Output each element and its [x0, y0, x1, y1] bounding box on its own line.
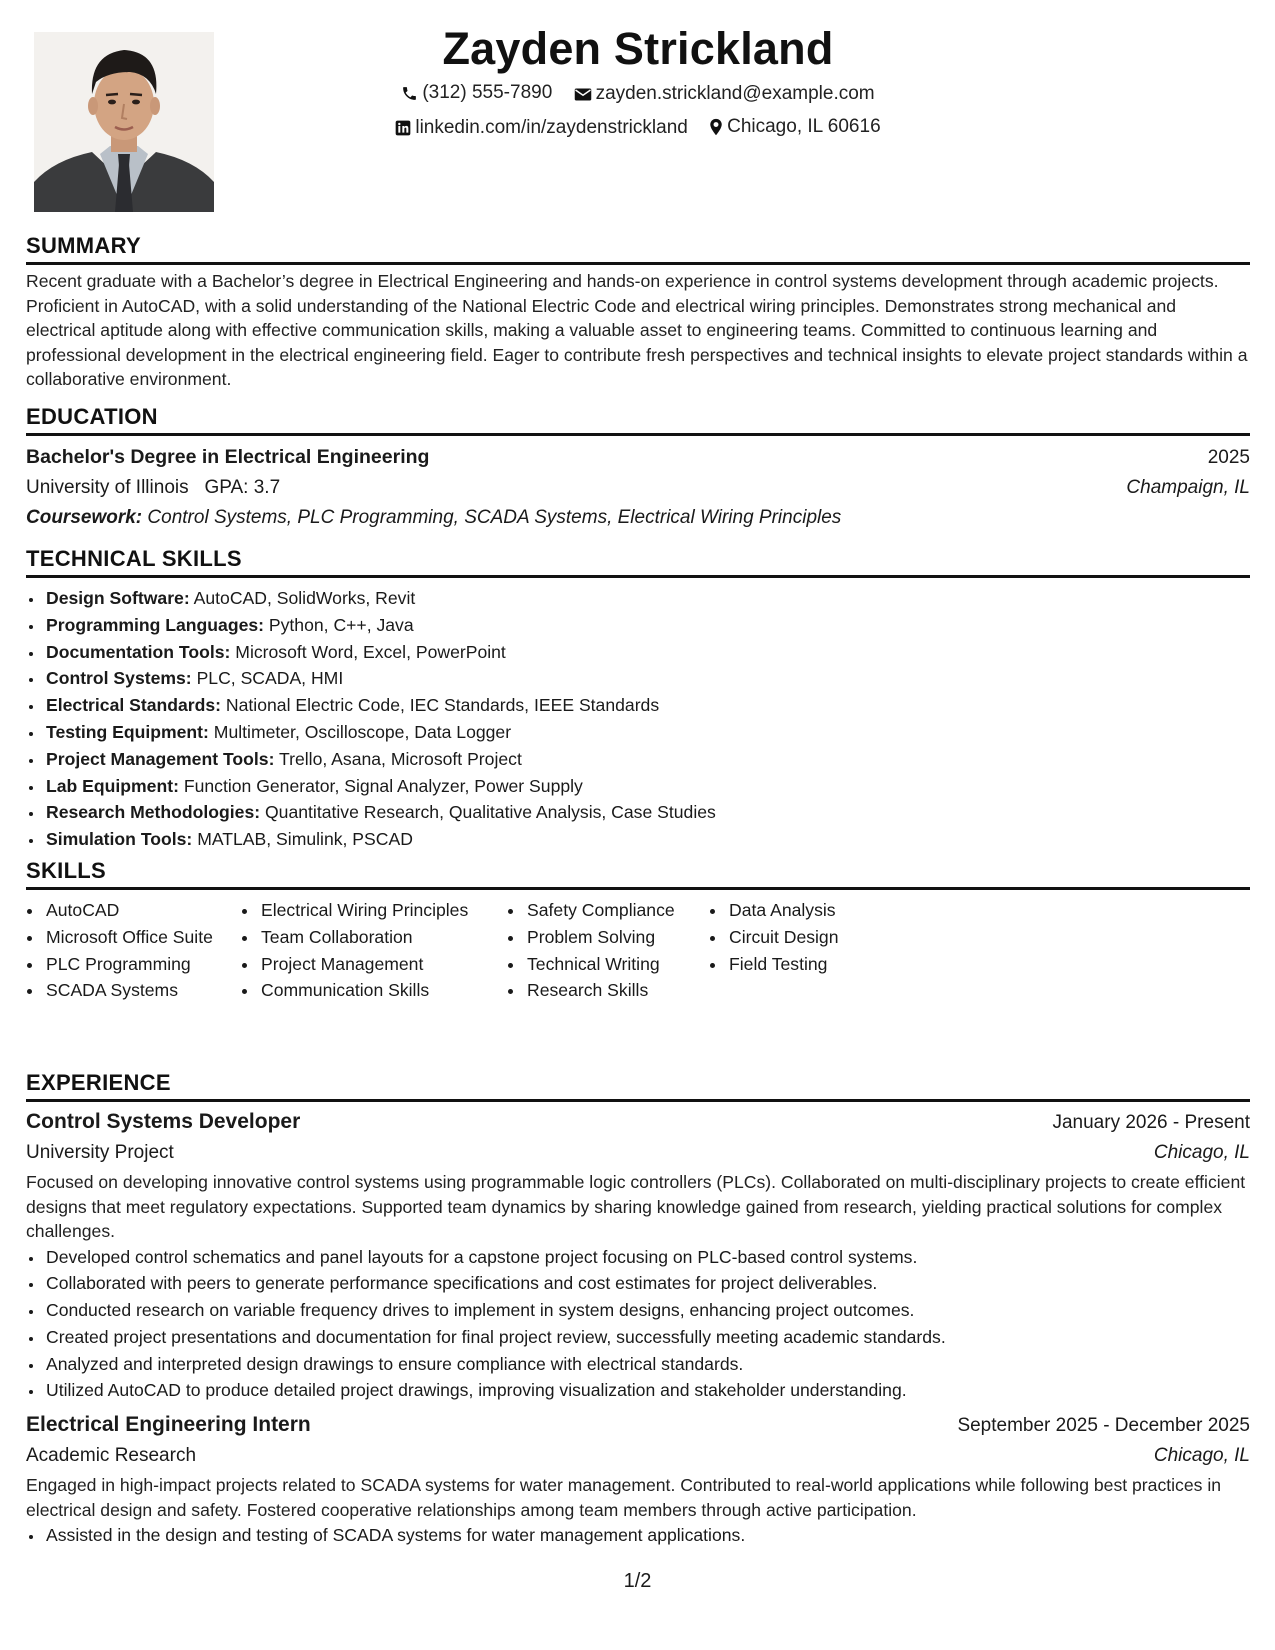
list-item: • Developed control schematics and panel layouts for a capstone project focusing on PLC-based control systems.: [44, 1244, 1250, 1271]
email-contact[interactable]: [574, 82, 875, 106]
linkedin-icon: [395, 120, 411, 136]
job-dates: September 2025 - December 2025: [957, 1415, 1250, 1437]
graduation-year: 2025: [1207, 447, 1250, 468]
education-degree-row: [26, 442, 1250, 473]
list-item: • Safety Compliance: [525, 897, 709, 924]
job-org-row: [26, 1441, 1250, 1471]
list-item: • Field Testing: [727, 951, 927, 978]
skill-category: Electrical Standards:: [46, 695, 222, 716]
skill-category: Simulation Tools:: [46, 829, 193, 850]
skill-values: Quantitative Research, Qualitative Analysis, Case Studies: [265, 802, 716, 823]
skill-category: Project Management Tools:: [46, 748, 275, 769]
education-heading: EDUCATION: [26, 403, 1250, 436]
list-item: • AutoCAD: [44, 897, 241, 924]
education-section: [26, 403, 1250, 533]
job-bullets: [26, 1244, 1250, 1405]
gpa: GPA: 3.7: [204, 477, 281, 498]
job-organization: Academic Research: [26, 1445, 197, 1467]
job-description: Focused on developing innovative control systems using programmable logic controllers (PLCs). Collaborated on multi-disciplinary projects to create efficient designs that meet regulatory expectations. Supported team dynamics by sharing knowledge gained from research, yielding practical solutions for complex challenges.: [26, 1172, 1246, 1241]
skill-category: Programming Languages:: [46, 614, 264, 635]
list-item: • SCADA Systems: [44, 977, 241, 1004]
job-organization: University Project: [26, 1142, 174, 1163]
skills-section: [26, 857, 1250, 1004]
list-item: • Circuit Design: [727, 924, 927, 951]
skills-column-1: [26, 897, 241, 1004]
resume-header: [26, 22, 1250, 143]
job-entry-2: [26, 1410, 1250, 1549]
skill-category: Documentation Tools:: [46, 641, 231, 662]
list-item: [44, 799, 1250, 826]
skills-column-3: [507, 897, 709, 1004]
list-item: • Problem Solving: [525, 924, 709, 951]
email-address[interactable]: zayden.strickland@example.com: [595, 83, 875, 104]
phone-contact: [401, 81, 552, 105]
skill-values: Multimeter, Oscilloscope, Data Logger: [213, 721, 512, 742]
skill-values: PLC, SCADA, HMI: [196, 668, 344, 689]
skill-values: Function Generator, Signal Analyzer, Power Supply: [183, 775, 583, 796]
coursework-line: [26, 503, 1250, 533]
list-item: • Project Management: [259, 951, 507, 978]
phone-number: (312) 555-7890: [422, 82, 553, 103]
skills-columns: [26, 897, 1250, 1004]
phone-icon: [401, 85, 418, 102]
experience-heading: EXPERIENCE: [26, 1069, 1250, 1102]
coursework-list: Control Systems, PLC Programming, SCADA Systems, Electrical Wiring Principles: [147, 507, 842, 528]
summary-heading: SUMMARY: [26, 232, 1250, 265]
education-school-row: [26, 473, 1250, 503]
job-description: Engaged in high-impact projects related to SCADA systems for water management. Contributed to real-world applications while following best practices in electrical design and safety. Fostered cooperative relationships among team members through active participation.: [26, 1475, 1222, 1520]
job-title: Electrical Engineering Intern: [26, 1413, 311, 1437]
page-number: 1/2: [623, 1570, 652, 1592]
summary-section: [26, 232, 1250, 392]
job-location: Chicago, IL: [1153, 1445, 1250, 1467]
experience-section: [26, 1069, 1250, 1549]
list-item: • Microsoft Office Suite: [44, 924, 241, 951]
list-item: [44, 826, 1250, 853]
skill-values: Trello, Asana, Microsoft Project: [279, 748, 522, 769]
skills-column-4: [709, 897, 927, 1004]
list-item: • Conducted research on variable frequency drives to implement in system designs, enhancing project outcomes.: [44, 1297, 1250, 1324]
skill-values: Microsoft Word, Excel, PowerPoint: [235, 641, 506, 662]
list-item: [44, 746, 1250, 773]
list-item: [44, 719, 1250, 746]
skill-category: Design Software:: [46, 588, 190, 608]
list-item: [44, 612, 1250, 639]
technical-skills-section: [26, 545, 1250, 853]
list-item: [44, 639, 1250, 666]
skill-category: Research Methodologies:: [46, 802, 261, 823]
summary-text: Recent graduate with a Bachelor’s degree in Electrical Engineering and hands-on experience in control systems development through academic projects. Proficient in AutoCAD, with a solid understanding of the National Electric Code and electrical wiring principles. Demonstrates strong mechanical and electrical aptitude along with effective communication skills, making a valuable asset to engineering teams. Committed to continuous learning and professional development in the electrical engineering field. Eager to contribute fresh perspectives and technical insights to elevate project standards within a collaborative environment.: [26, 271, 1248, 389]
job-title-row: [26, 1107, 1250, 1138]
skill-values: National Electric Code, IEC Standards, IEEE Standards: [225, 695, 660, 716]
location-text: Chicago, IL 60616: [727, 115, 881, 137]
job-entry-1: [26, 1107, 1250, 1404]
list-item: • Analyzed and interpreted design drawings to ensure compliance with electrical standards.: [44, 1351, 1250, 1378]
coursework-label: Coursework:: [26, 507, 143, 528]
skill-values: MATLAB, Simulink, PSCAD: [197, 829, 413, 850]
list-item: • Communication Skills: [259, 977, 507, 1004]
skill-category: Lab Equipment:: [46, 775, 179, 796]
list-item: [44, 585, 1250, 612]
list-item: [44, 692, 1250, 719]
list-item: [44, 773, 1250, 800]
linkedin-contact[interactable]: [395, 116, 687, 140]
map-pin-icon: [709, 118, 723, 136]
list-item: • Assisted in the design and testing of SCADA systems for water management applications.: [44, 1522, 1250, 1549]
school-location: Champaign, IL: [1126, 477, 1250, 498]
list-item: • Data Analysis: [727, 897, 927, 924]
skills-column-2: [241, 897, 507, 1004]
contact-line-2: [26, 115, 1250, 143]
list-item: • Technical Writing: [525, 951, 709, 978]
list-item: • Created project presentations and documentation for final project review, successfully meeting academic standards.: [44, 1324, 1250, 1351]
job-bullets: [26, 1522, 1250, 1549]
job-location: Chicago, IL: [1153, 1142, 1250, 1163]
school-name: University of Illinois: [26, 477, 189, 498]
list-item: • Electrical Wiring Principles: [259, 897, 507, 924]
skill-category: Control Systems:: [46, 668, 192, 689]
job-org-row: [26, 1138, 1250, 1168]
list-item: [44, 665, 1250, 692]
school-info: [26, 473, 280, 503]
list-item: • Team Collaboration: [259, 924, 507, 951]
list-item: • Collaborated with peers to generate performance specifications and cost estimates for project deliverables.: [44, 1270, 1250, 1297]
skill-values: Python, C++, Java: [268, 614, 414, 635]
skill-category: Testing Equipment:: [46, 721, 209, 742]
list-item: • Utilized AutoCAD to produce detailed project drawings, improving visualization and stakeholder understanding.: [44, 1377, 1250, 1404]
skill-values: AutoCAD, SolidWorks, Revit: [193, 588, 416, 608]
skills-heading: SKILLS: [26, 857, 1250, 890]
job-title-row: [26, 1410, 1250, 1441]
job-dates: January 2026 - Present: [1052, 1112, 1250, 1133]
candidate-name: Zayden Strickland: [442, 23, 834, 74]
degree-name: Bachelor's Degree in Electrical Engineering: [26, 446, 430, 468]
list-item: • PLC Programming: [44, 951, 241, 978]
list-item: • Research Skills: [525, 977, 709, 1004]
envelope-icon: [574, 87, 592, 102]
technical-skills-list: [26, 585, 1250, 853]
contact-line-1: [26, 81, 1250, 109]
technical-skills-heading: TECHNICAL SKILLS: [26, 545, 1250, 578]
location-contact: [709, 115, 881, 139]
job-title: Control Systems Developer: [26, 1110, 301, 1133]
linkedin-url[interactable]: linkedin.com/in/zaydenstrickland: [415, 116, 688, 138]
